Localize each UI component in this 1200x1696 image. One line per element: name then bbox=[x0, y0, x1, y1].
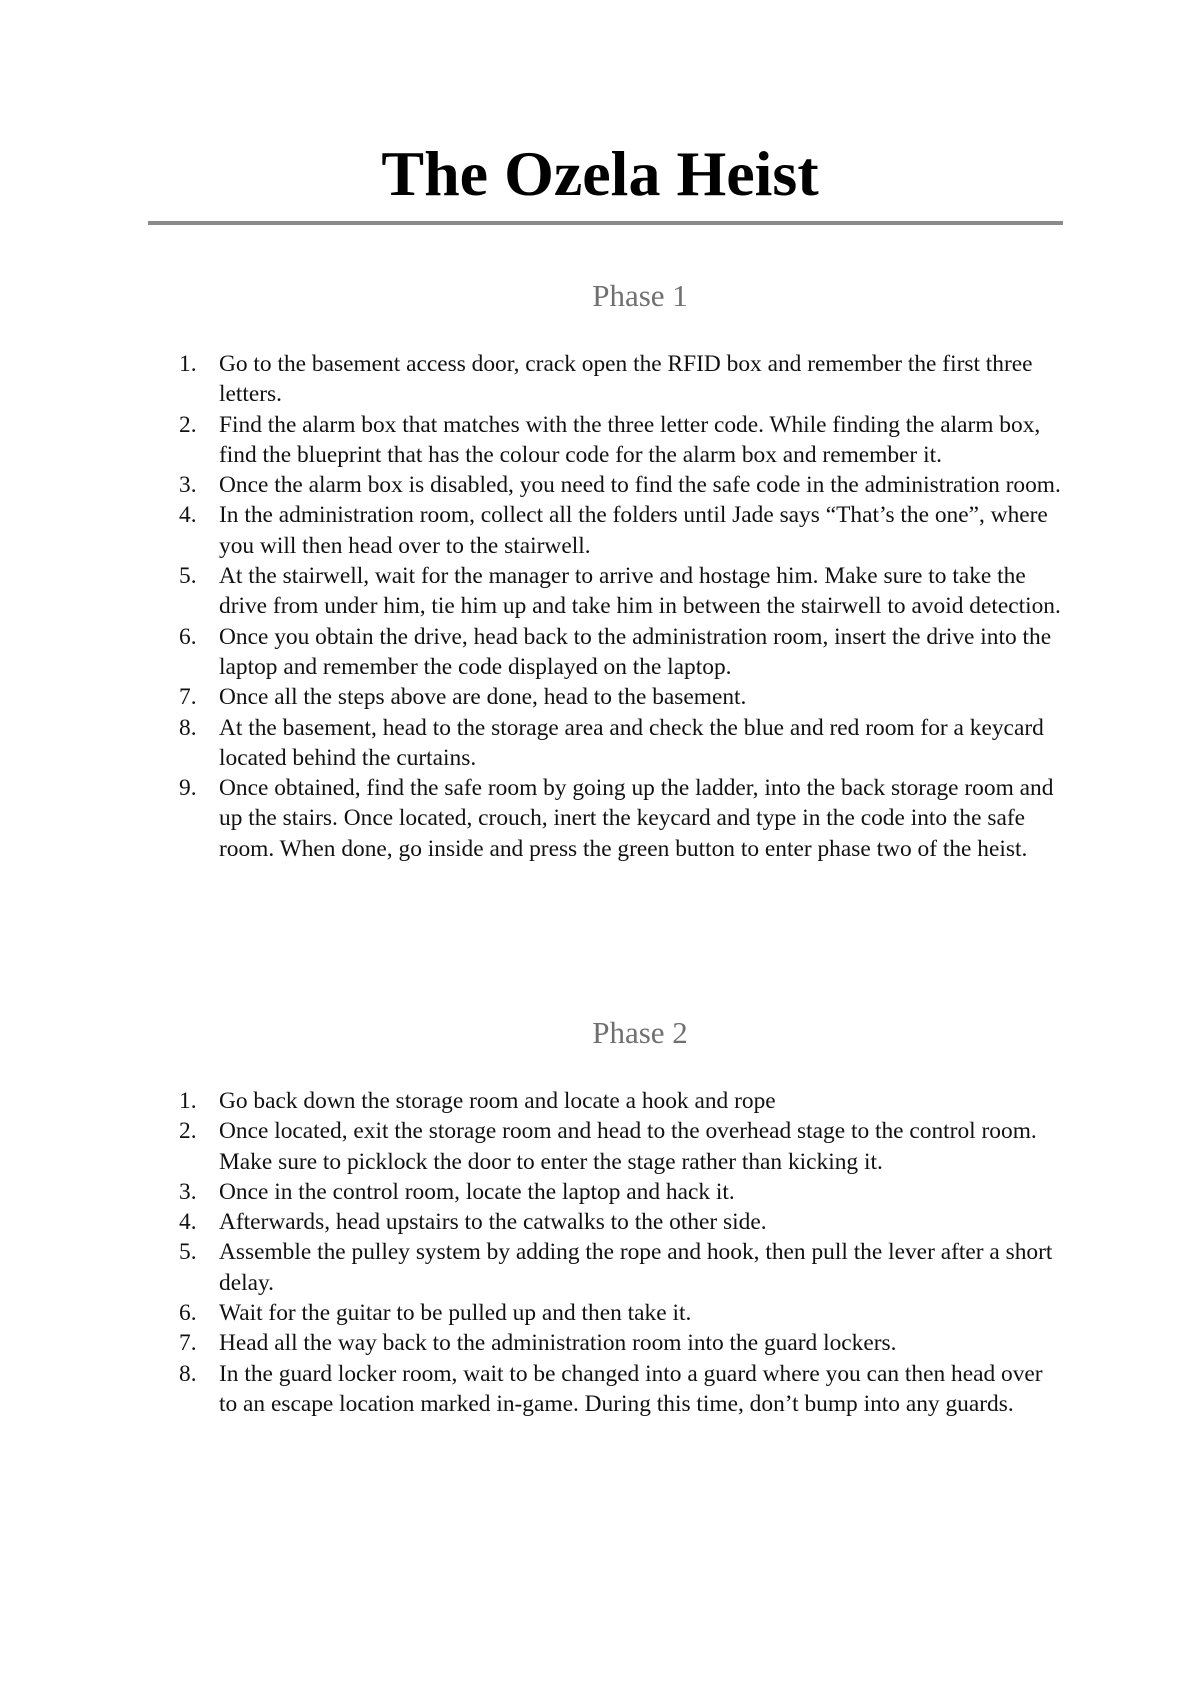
step-number: 4. bbox=[179, 502, 197, 529]
step-number: 7. bbox=[179, 1330, 197, 1357]
phase-1-step bbox=[176, 470, 1066, 500]
step-number: 9. bbox=[179, 775, 197, 802]
step-text: Once in the control room, locate the laptop and hack it. bbox=[219, 1178, 735, 1205]
step-text: Once the alarm box is disabled, you need to find the safe code in the administration room. bbox=[219, 472, 1061, 499]
step-text: Head all the way back to the administration room into the guard lockers. bbox=[219, 1330, 897, 1357]
phase-1-step bbox=[176, 410, 1066, 471]
step-number: 6. bbox=[179, 623, 197, 650]
phase-2-step bbox=[176, 1207, 1066, 1237]
step-text: In the guard locker room, wait to be changed into a guard where you can then head over to an escape location marked in-game. During this time, don’t bump into any guards. bbox=[219, 1360, 1043, 1417]
step-text: At the basement, head to the storage area and check the blue and red room for a keycard located behind the curtains. bbox=[219, 714, 1044, 771]
step-text: Once you obtain the drive, head back to the administration room, insert the drive into the laptop and remember the code displayed on the laptop. bbox=[219, 623, 1052, 680]
step-text: Assemble the pulley system by adding the rope and hook, then pull the lever after a short delay. bbox=[219, 1239, 1053, 1296]
step-number: 2. bbox=[179, 1118, 197, 1145]
step-text: Wait for the guitar to be pulled up and then take it. bbox=[219, 1300, 692, 1327]
step-number: 7. bbox=[179, 684, 197, 711]
phase-1-step bbox=[176, 349, 1066, 410]
phase-1-heading: Phase 1 bbox=[592, 278, 688, 313]
phase-2-step bbox=[176, 1298, 1066, 1328]
phase-2-step bbox=[176, 1359, 1066, 1420]
phase-2-steps bbox=[176, 1086, 1066, 1419]
step-text: Once obtained, find the safe room by going up the ladder, into the back storage room and up the stairs. Once located, crouch, inert the keycard and type in the code into the safe room. When done, go inside and press the green button to enter phase two of the heist. bbox=[219, 775, 1054, 862]
phase-2-heading: Phase 2 bbox=[592, 1015, 688, 1050]
step-number: 3. bbox=[179, 472, 197, 499]
step-number: 6. bbox=[179, 1300, 197, 1327]
phase-1-step bbox=[176, 682, 1066, 712]
step-number: 5. bbox=[179, 1239, 197, 1266]
step-number: 1. bbox=[179, 351, 197, 377]
step-text: Go back down the storage room and locate a hook and rope bbox=[219, 1088, 776, 1114]
step-text: Once all the steps above are done, head to the basement. bbox=[219, 684, 747, 711]
phase-1-step bbox=[176, 713, 1066, 774]
phase-1-step bbox=[176, 622, 1066, 683]
step-number: 5. bbox=[179, 563, 197, 590]
step-text: Afterwards, head upstairs to the catwalks to the other side. bbox=[219, 1209, 767, 1236]
title-divider bbox=[148, 221, 1063, 225]
phase-2-step bbox=[176, 1328, 1066, 1358]
step-text: Find the alarm box that matches with the three letter code. While finding the alarm box, find the blueprint that has the colour code for the alarm box and remember it. bbox=[219, 411, 1041, 468]
phase-2-step bbox=[176, 1237, 1066, 1298]
phase-2-step bbox=[176, 1177, 1066, 1207]
step-text: Go to the basement access door, crack open the RFID box and remember the first three letters. bbox=[219, 351, 1033, 408]
step-number: 8. bbox=[179, 1360, 197, 1387]
phase-1-step bbox=[176, 561, 1066, 622]
document-title: The Ozela Heist bbox=[381, 138, 819, 209]
step-text: Once located, exit the storage room and head to the overhead stage to the control room. Make sure to picklock the door to enter the stage rather than kicking it. bbox=[219, 1118, 1037, 1175]
step-text: In the administration room, collect all the folders until Jade says “That’s the one”, where you will then head over to the stairwell. bbox=[219, 502, 1048, 559]
phase-1-steps bbox=[176, 349, 1066, 864]
step-text: At the stairwell, wait for the manager to arrive and hostage him. Make sure to take the drive from under him, tie him up and take him in between the stairwell to avoid detection. bbox=[219, 563, 1061, 620]
phase-2-step bbox=[176, 1086, 1066, 1116]
step-number: 1. bbox=[179, 1088, 197, 1114]
phase-2-step bbox=[176, 1116, 1066, 1177]
step-number: 8. bbox=[179, 714, 197, 741]
phase-1-step bbox=[176, 773, 1066, 864]
step-number: 4. bbox=[179, 1209, 197, 1236]
step-number: 3. bbox=[179, 1178, 197, 1205]
phase-1-step bbox=[176, 500, 1066, 561]
step-number: 2. bbox=[179, 411, 197, 438]
